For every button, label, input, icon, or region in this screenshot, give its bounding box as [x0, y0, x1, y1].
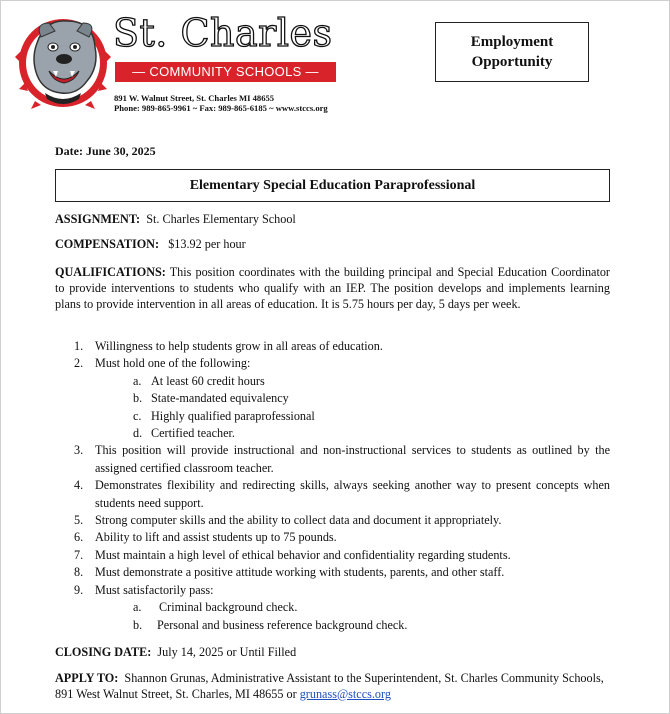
- assignment-value: St. Charles Elementary School: [146, 212, 296, 226]
- compensation-label: COMPENSATION:: [55, 237, 160, 251]
- requirements-list: [55, 338, 610, 634]
- qualifications-label: QUALIFICATIONS:: [55, 265, 166, 279]
- school-address: [114, 93, 328, 113]
- list-item: 6. Ability to lift and assist students up to 75 pounds.: [74, 530, 337, 545]
- apply-to-text: Shannon Grunas, Administrative Assistant to the Superintendent, St. Charles Community Schools, 891 West Walnut Street, St. Charles, MI 48655 or: [55, 671, 604, 701]
- school-name: St. Charles: [113, 11, 333, 55]
- sub-list-item: b. State-mandated equivalency: [133, 391, 289, 406]
- badge-line: Opportunity: [471, 54, 553, 70]
- sub-list-item: a. At least 60 credit hours: [133, 373, 265, 388]
- apply-to-paragraph: [55, 671, 615, 702]
- list-item: 5. Strong computer skills and the ability to collect data and document it appropriately.: [74, 513, 502, 528]
- position-title: Elementary Special Education Paraprofessional: [55, 169, 610, 202]
- compensation-value: $13.92 per hour: [168, 237, 246, 251]
- apply-to-label: APPLY TO:: [55, 671, 119, 685]
- sub-list-item: a. Criminal background check.: [133, 600, 298, 615]
- qualifications-paragraph: [55, 264, 610, 312]
- badge-line: Employment: [470, 34, 554, 50]
- assignment-label: ASSIGNMENT:: [55, 212, 141, 226]
- contact-email-link[interactable]: grunass@stccs.org: [299, 686, 391, 701]
- list-item: 3. This position will provide instructional and non-instructional services to students as outlined by the assigned certified classroom teacher.: [74, 443, 610, 475]
- community-schools-banner: — COMMUNITY SCHOOLS —: [115, 62, 336, 82]
- address-line: 891 W. Walnut Street, St. Charles MI 48655: [114, 93, 275, 103]
- closing-date-value: July 14, 2025 or Until Filled: [157, 645, 297, 659]
- sub-list-item: b. Personal and business reference background check.: [133, 617, 408, 632]
- closing-date-label: CLOSING DATE:: [55, 645, 152, 659]
- qualifications-text: This position coordinates with the building principal and Special Education Coordinator to provide interventions to students who qualify with an IEP. The position develops and implements learning plans to provide intervention in all areas of education. It is 5.75 hours per day, 5 days per week.: [55, 265, 610, 311]
- sub-list-item: d. Certified teacher.: [133, 426, 235, 441]
- employment-opportunity-badge: [435, 22, 589, 82]
- posting-date: Date: June 30, 2025: [55, 144, 156, 158]
- compensation-row: [55, 237, 246, 252]
- closing-date-row: [55, 645, 296, 660]
- list-item: 2. Must hold one of the following:: [74, 356, 251, 371]
- list-item: 8. Must demonstrate a positive attitude working with students, parents, and other staff.: [74, 565, 505, 580]
- list-item: 4. Demonstrates flexibility and redirecting skills, always seeking another way to present concepts when students need support.: [74, 478, 610, 510]
- sub-list-item: c. Highly qualified paraprofessional: [133, 408, 315, 423]
- list-item: 9. Must satisfactorily pass:: [74, 582, 214, 597]
- assignment-row: [55, 212, 296, 227]
- contact-line: Phone: 989-865-9961 ~ Fax: 989-865-6185 ~ www.stccs.org: [114, 103, 328, 113]
- list-item: 7. Must maintain a high level of ethical behavior and confidentiality regarding students.: [74, 547, 511, 562]
- bulldog-mascot-icon: [15, 9, 111, 113]
- list-item: 1. Willingness to help students grow in all areas of education.: [74, 339, 383, 353]
